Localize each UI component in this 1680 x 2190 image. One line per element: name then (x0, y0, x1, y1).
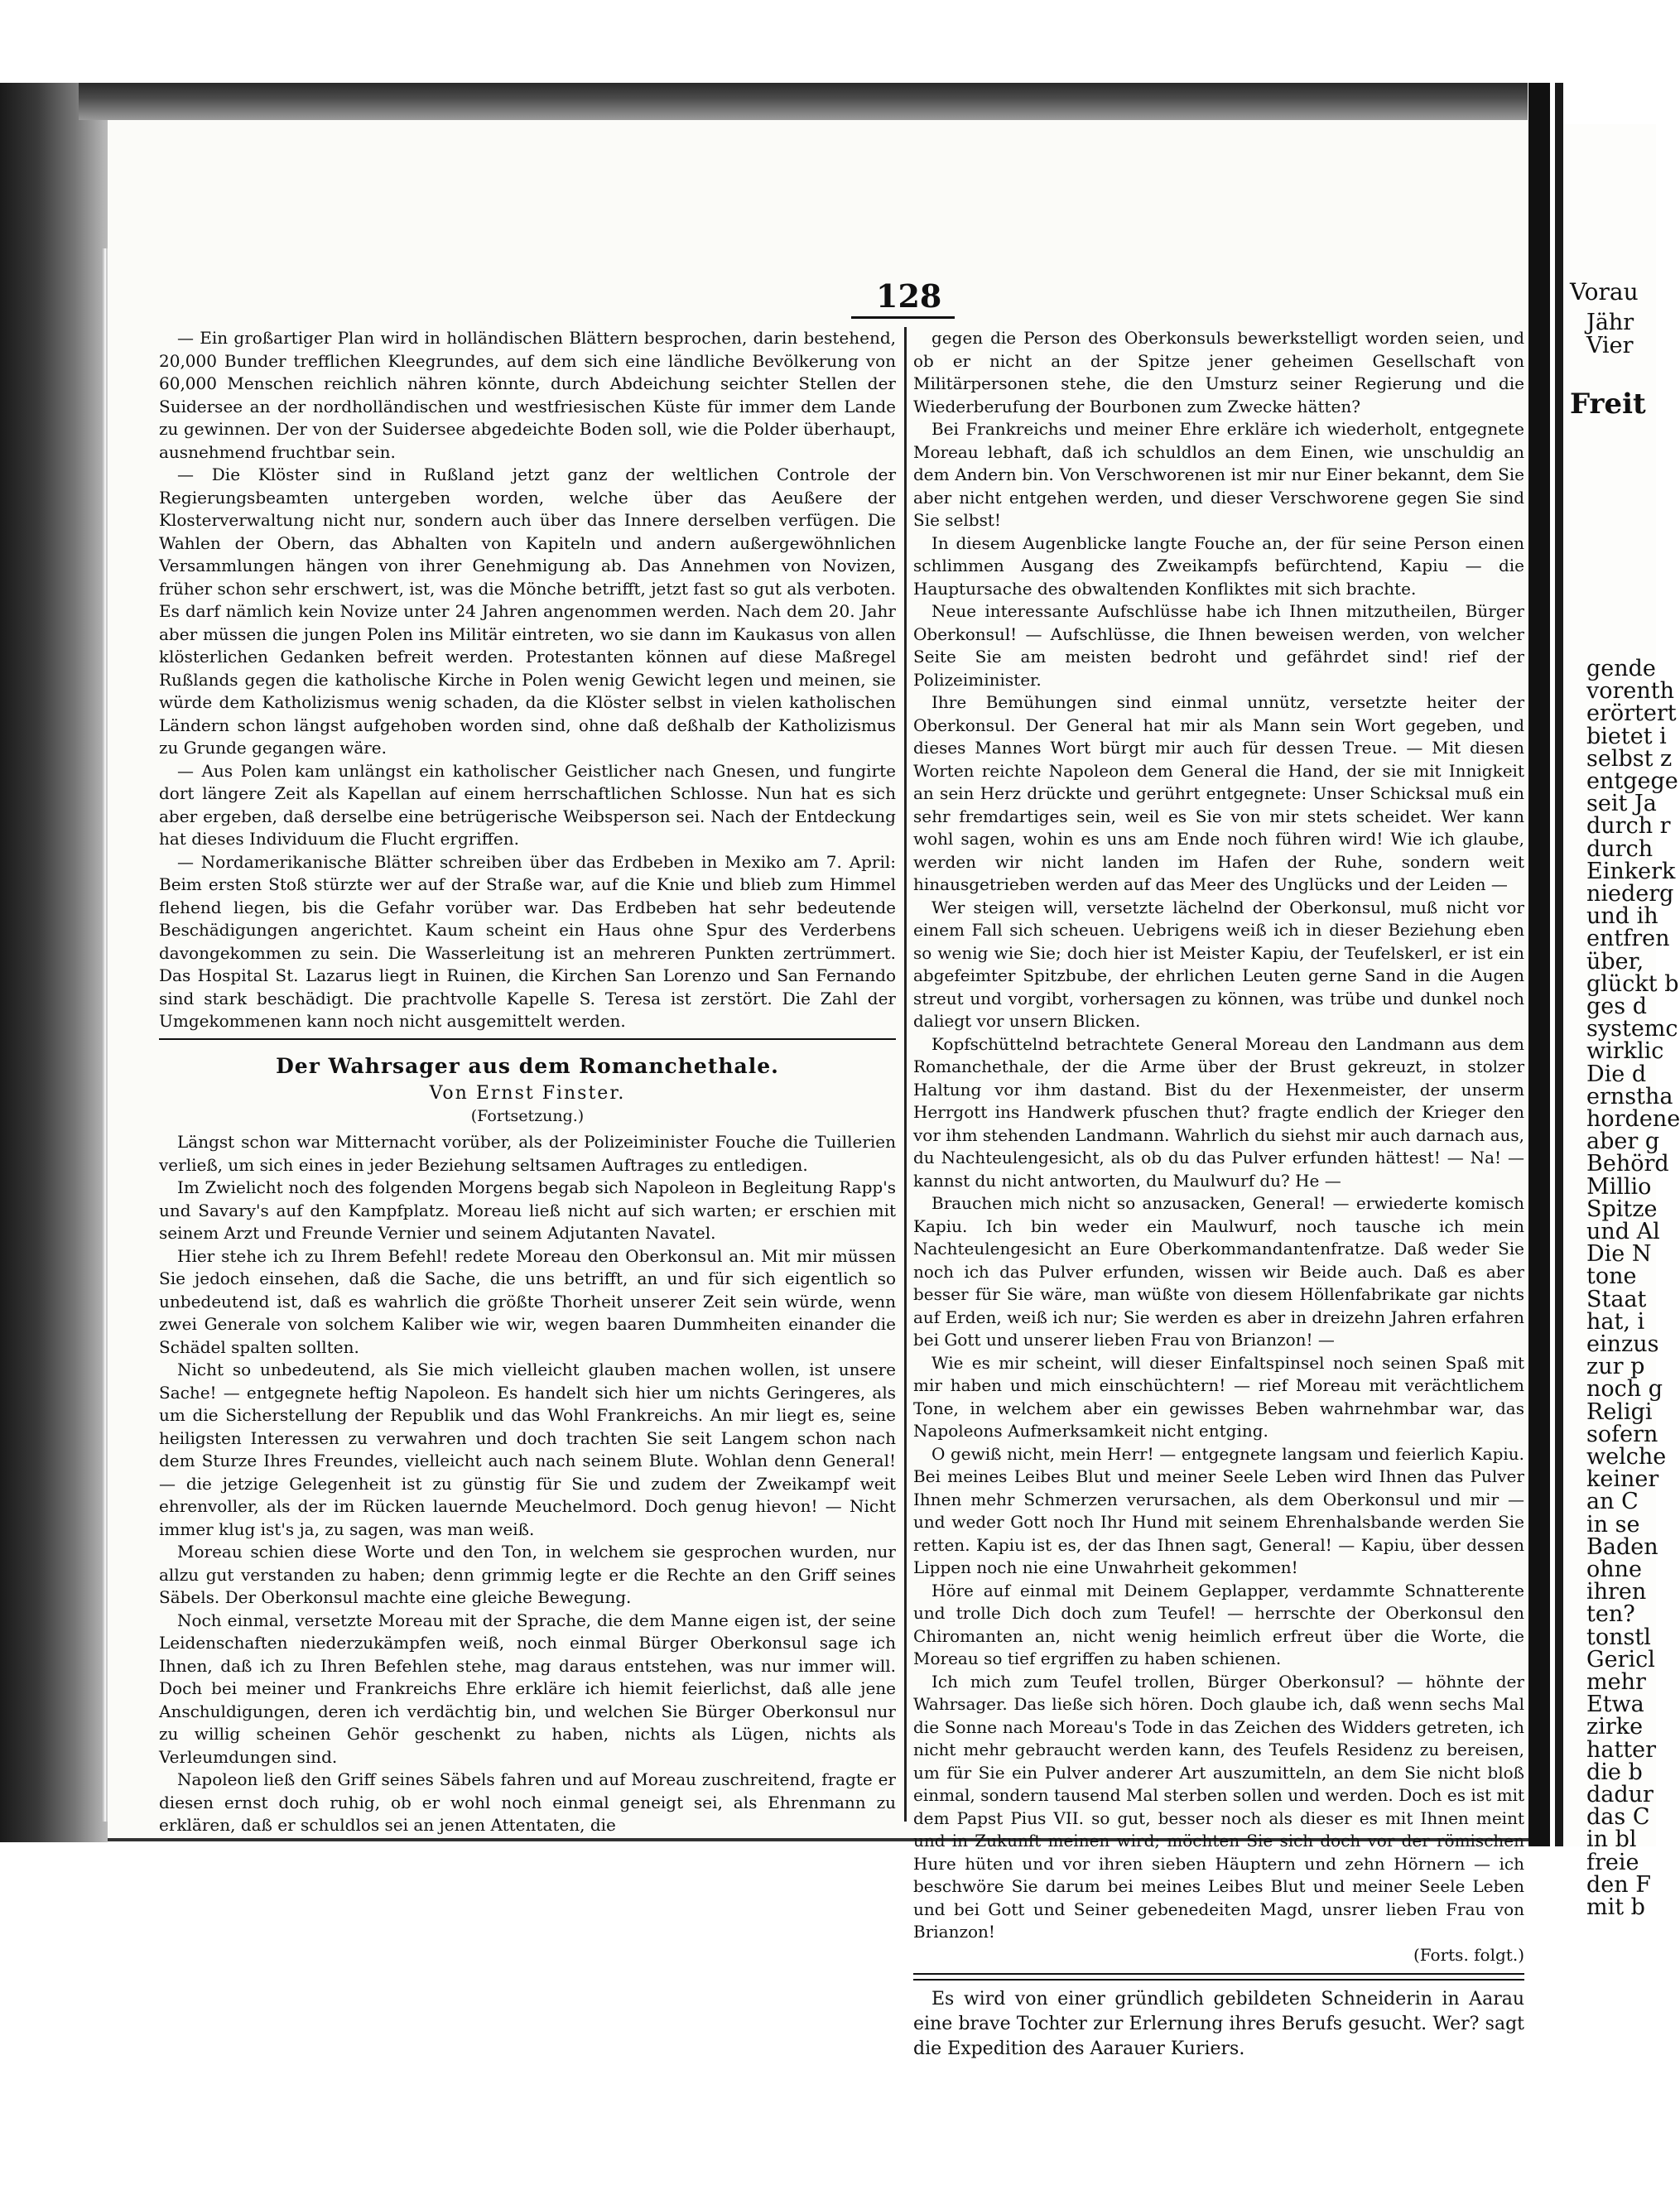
adjacent-page-line: entfren (1586, 926, 1670, 952)
column-divider (904, 327, 907, 1822)
adjacent-page-line: sofern (1586, 1421, 1658, 1447)
story-paragraph: Hier stehe ich zu Ihrem Befehl! redete Moreau den Oberkonsul an. Mit mir müssen Sie jedoch einsehen, daß die Sache, die uns betrifft, an und für sich eigentlich so unbedeutend ist, daß es wahrlich die größte Thorheit unserer Zeit sein würde, wenn zwei Generale von solchem Kaliber wie wir, wegen baaren Dummheiten einander die Schädel spalten sollten. (159, 1245, 896, 1357)
adjacent-page-line: hatter (1586, 1736, 1657, 1763)
story-paragraph: Nicht so unbedeutend, als Sie mich vielleicht glauben machen wollen, ist unsere Sache! — entgegnete heftig Napoleon. Es handelt sich hier um nichts Geringeres, als um die Sicherstellung der Republik und das Wohl Frankreichs. An mir liegt es, seine heiligsten Interessen zu verwahren und doch trachten Sie seit Langem schon nach dem Sturze Ihres Freundes, vielleicht auch nach seinem Blute. Wohlan denn General! — die jetzige Gelegenheit ist zu günstig für Sie und zudem der Zweikampf weit ehrenvoller, als der im Rücken lauernde Meuchelmord. Doch genug hievon! — Nicht immer klug ist's ja, zu sagen, was man weiß. (159, 1360, 896, 1539)
adjacent-page-line: mit b (1586, 1894, 1645, 1920)
book-spine (1528, 83, 1550, 1846)
story-paragraph: Bei Frankreichs und meiner Ehre erkläre ich wiederholt, entgegnete Moreau lebhaft, daß ich schuldlos an dem Einen, wie unschuldig an dem Andern bin. Von Verschworenen ist mir nur Einer bekannt, dem Sie aber nicht entgehen werden, und dieser Verschworene gegen Sie sind Sie selbst! (913, 419, 1524, 530)
adjacent-page-line: ohne (1586, 1557, 1643, 1582)
story-paragraph: Moreau schien diese Worte und den Ton, in welchem sie gesprochen wurden, nur allzu gut verstanden zu haben; denn grimmig legte er die Rechte an den Griff seines Säbels. Der Oberkonsul machte eine gleiche Bewegung. (159, 1542, 896, 1607)
adjacent-page-line: hat, i (1586, 1308, 1645, 1335)
adjacent-page-line: Vier (1586, 333, 1634, 359)
adjacent-page-line: tone (1586, 1263, 1637, 1290)
adjacent-page-line: Behörd (1586, 1151, 1669, 1177)
adjacent-page-line: dadur (1586, 1782, 1654, 1807)
news-item: — Nordamerikanische Blätter schreiben über das Erdbeben in Mexiko am 7. April: Beim ersten Stoß stürzte wer auf der Straße war, auf die Knie und blieb zum Himmel flehend liegen, bis die Gefahr vorüber war. Das Erdbeben hat sehr bedeutende Beschädigungen angerichtet. Kaum scheint ein Haus ohne Spur des Verderbens davongekommen zu sein. Die Wasserleitung ist an mehreren Punkten zertrümmert. Das Hospital St. Lazarus liegt in Ruinen, die Kirchen San Lorenzo und San Fernando sind stark beschädigt. Die prachtvolle Kapelle S. Teresa ist zerstört. Die Zahl der Umgekommenen kann noch nicht ausgemittelt werden. (159, 851, 896, 1031)
adjacent-page-line: Einkerk (1586, 858, 1676, 884)
adjacent-page-line: Millio (1586, 1173, 1652, 1200)
story-paragraph: Kopfschüttelnd betrachtete General Moreau den Landmann aus dem Romanchethale, der die Arme über der Brust gekreuzt, in stolzer Haltung vor ihm dastand. Bist du der Hexenmeister, der unserm Herrgott ins Handwerk pfuschen thut? fragte endlich der Krieger den vor ihm stehenden Landmann. Wahrlich du siehst mir auch darnach aus, du Nachteulengesicht, als ob du das Pulver erfunden hättest! — Na! — kannst du nicht antworten, du Maulwurf du? He — (913, 1033, 1524, 1191)
section-rule (159, 1038, 896, 1040)
right-column (913, 327, 1524, 2062)
page-number: 128 (876, 277, 942, 315)
adjacent-page-line: tonstl (1586, 1624, 1651, 1650)
adjacent-page-line: freie (1586, 1849, 1639, 1875)
story-continuation: (Fortsetzung.) (470, 1106, 585, 1125)
adjacent-page-line: welche (1586, 1444, 1667, 1470)
story-paragraph: Wie es mir scheint, will dieser Einfaltspinsel noch seinen Spaß mit mir haben und mich einschüchtern! — rief Moreau mit verächtlichem Tone, in welchem aber ein gewisses Beben wahrnehmbar war, das Napoleons Aufmerksamkeit nicht entging. (913, 1352, 1524, 1441)
adjacent-page-line: aber g (1586, 1129, 1660, 1155)
story-paragraph: Ihre Bemühungen sind einmal unnütz, versetzte heiter der Oberkonsul. Der General hat mir als Mann sein Wort gegeben, und dieses Mannes Wort bürgt mir auch für dessen Treue. — Mit diesen Worten reichte Napoleon dem General die Hand, der sie mit Innigkeit an sein Herz drückte und gerührt entgegnete: Unser Schicksal muß ein sehr fremdartiges sein, weil es Sie von mir stets scheidet. Wer kann wohl sagen, wohin es uns am Ende noch führen wird! Wie ich glaube, werden wir nicht landen im Hafen der Ruhe, sondern weit hinausgetrieben werden auf das Meer des Unglücks und der Leiden — (913, 692, 1524, 894)
adjacent-page-line: Staat (1586, 1286, 1647, 1312)
advertisement-text: Es wird von einer gründlich gebildeten Schneiderin in Aarau eine brave Tochter zur Erlernung ihres Berufs gesucht. Wer? sagt die Expedition des Aarauer Kuriers. (913, 1989, 1524, 2059)
adjacent-page-line: und ih (1586, 903, 1658, 930)
adjacent-page-line: die b (1586, 1759, 1643, 1785)
adjacent-page-line: gende (1586, 656, 1656, 681)
story-paragraph: Napoleon ließ den Griff seines Säbels fahren und auf Moreau zuschreitend, fragte er diesen ernst doch ruhig, ob er wohl noch einmal geneigt sei, als Ehrenmann zu erklären, daß er schuldlos sei an jenen Attentaten, die (159, 1769, 896, 1835)
adjacent-page-line: seit Ja (1586, 791, 1657, 817)
story-author: Von Ernst Finster. (429, 1083, 626, 1104)
adjacent-page-line: noch g (1586, 1376, 1663, 1403)
story-paragraph: gegen die Person des Oberkonsuls bewerkstelligt worden seien, und ob er nicht an der Spitze jener geheimen Gesellschaft von Militärpersonen stehe, die den Umsturz seiner Regierung und die Wiederberufung der Bourbonen zum Zwecke hätten? (913, 328, 1524, 416)
adjacent-page-line: erörtert (1586, 700, 1677, 727)
story-paragraph: Wer steigen will, versetzte lächelnd der Oberkonsul, muß nicht vor einem Fall sich scheuen. Uebrigens weiß ich in dieser Beziehung eben so wenig wie Sie; doch hier ist Meister Kapiu, der Teufelskerl, er ist ein abgefeimter Spitzbube, der ehrlichen Leuten gerne Sand in die Augen streut und vorgibt, vorhersagen zu können, was trübe und dunkel noch daliegt vor unsern Blicken. (913, 897, 1524, 1031)
adjacent-page-line: systemc (1586, 1016, 1678, 1042)
adjacent-page-line: hordene (1586, 1106, 1680, 1132)
story-paragraph: Höre auf einmal mit Deinem Geplapper, verdammte Schnatterente und trolle Dich doch zum Teufel! — herrschte der Oberkonsul den Chiromanten an, nicht wenig heimlich erfreut über die Worte, die Moreau so tief ergriffen zu haben schienen. (913, 1580, 1524, 1668)
story-paragraph: Noch einmal, versetzte Moreau mit der Sprache, die dem Manne eigen ist, der seine Leidenschaften niederzukämpfen weiß, noch einmal Bürger Oberkonsul sage ich Ihnen, daß ich zu Ihren Befehlen stehe, mag daraus entstehen, was nur immer will. Doch bei meiner und Frankreichs Ehre erkläre ich hiemit feierlichst, daß alle jene Anschuldigungen, deren ich verdächtig bin, und welchen Sie Bürger Oberkonsul nur zu willig scheinen Gehör geschenkt zu haben, nichts als Lügen, nichts als Verleumdungen sind. (159, 1610, 896, 1767)
adjacent-page-line: mehr (1586, 1669, 1646, 1695)
adjacent-page-line: selbst z (1586, 745, 1673, 772)
story-paragraph: O gewiß nicht, mein Herr! — entgegnete langsam und feierlich Kapiu. Bei meines Leibes Blut und meiner Seele Leben wird Ihnen das Pulver Ihnen mehr Schmerzen verursachen, als dem Oberkonsul und mir — und weder Gott noch Ihr Hund mit seinem Ehrenhalsbande werden Sie retten. Kapiu ist es, der das Ihnen sagt, General! — Kapiu, über dessen Lippen noch nie eine Unwahrheit gekommen! (913, 1443, 1524, 1577)
advertisement (913, 1987, 1524, 2062)
adjacent-page-line: einzus (1586, 1331, 1659, 1357)
news-item: — Ein großartiger Plan wird in holländischen Blättern besprochen, darin bestehend, 20,000 Bunder trefflichen Kleegrundes, auf dem sich eine ländliche Bevölkerung von 60,000 Menschen reichlich nähren könnte, durch Abdeichung seichter Stellen der Suidersee an der nordholländischen und westfriesischen Küste für immer dem Lande zu gewinnen. Der von der Suidersee abgedeichte Boden soll, wie die Polder überhaupt, ausnehmend fruchtbar sein. (159, 328, 896, 462)
news-item: — Aus Polen kam unlängst ein katholischer Geistlicher nach Gnesen, und fungirte dort längere Zeit als Kapellan auf einem herrschaftlichen Schlosse. Nun hat es sich aber ergeben, daß derselbe eine betrügerische Weibsperson sei. Nach der Entdeckung hat dieses Individuum die Flucht ergriffen. (159, 760, 896, 849)
adjacent-page-line: zirke (1586, 1714, 1644, 1740)
adjacent-page-line: Baden (1586, 1533, 1658, 1560)
adjacent-page-line: und Al (1586, 1219, 1660, 1244)
adjacent-page-line: zur p (1586, 1354, 1645, 1380)
adjacent-page-line: den F (1586, 1871, 1651, 1898)
adjacent-page-line: keiner (1586, 1466, 1659, 1493)
adjacent-page-line: Die N (1586, 1241, 1652, 1268)
adjacent-page-line: Vorau (1570, 278, 1639, 306)
adjacent-page-line: Die d (1586, 1061, 1647, 1087)
adjacent-page-line: ernstha (1586, 1083, 1673, 1109)
story-title: Der Wahrsager aus dem Romanchethale. (276, 1053, 779, 1078)
adjacent-page-line: Religi (1586, 1398, 1653, 1425)
adjacent-page-line: Etwa (1586, 1692, 1644, 1718)
story-paragraph: Brauchen mich nicht so anzusacken, General! — erwiederte komisch Kapiu. Ich bin weder ein Maulwurf, noch tausche ich mein Nachteulengesicht an Eure Oberkommandantenfratze. Daß weder Sie noch ich das Pulver erfunden, wissen wir Beide auch. Daß es aber besser für Sie wäre, man wüßte von diesem Höllenfabrikate gar nichts auf Erden, weiß ich nur; Sie werden es aber in dreizehn Jahren erfahren bei Gott und unserer lieben Frau von Brianzon! — (913, 1193, 1524, 1350)
adjacent-page-line: niederg (1586, 881, 1674, 907)
scan-shadow-left (0, 83, 108, 1842)
adjacent-page-line: ges d (1586, 994, 1647, 1019)
adjacent-page-line: ihren (1586, 1579, 1647, 1605)
adjacent-page-line: Jähr (1586, 310, 1634, 335)
news-item: — Die Klöster sind in Rußland jetzt ganz der weltlichen Controle der Regierungsbeamten untergeben worden, welche über das Aeußere der Klosterverwaltung nicht nur, sondern auch über das Innere derselben verfügen. Die Wahlen der Obern, das Abhalten von Kapiteln und andern außergewöhnlichen Versammlungen hängen von ihrer Genehmigung ab. Das Annehmen von Novizen, früher schon sehr erschwert, ist, was die Mönche betrifft, jetzt fast so gut als verboten. Es darf nämlich kein Novize unter 24 Jahren angenommen werden. Nach dem 20. Jahr aber müssen die jungen Polen ins Militär eintreten, wo sie dann im Kaukasus von allen klösterlichen Gedanken befreit werden. Protestanten können auf diese Maßregel Rußlands gegen die katholische Kirche in Polen wenig Gewicht legen und meinen, sie würde dem Katholizismus wenig schaden, da die Klöster selbst in vielen katholischen Ländern schon längst aufgehoben worden sind, ohne daß deßhalb der Katholizismus zu Grunde gegangen wäre. (159, 464, 896, 758)
scan-shadow-top (79, 83, 1528, 120)
adjacent-page-line: Freit (1570, 387, 1646, 421)
book-spine-edge (1555, 83, 1563, 1846)
adjacent-page-line: bietet i (1586, 723, 1667, 749)
adjacent-page-line: vorenth (1586, 678, 1675, 705)
adjacent-page-line: wirklic (1586, 1038, 1664, 1065)
adjacent-page-fragment (1563, 124, 1680, 1920)
continuation-note: (Forts. folgt.) (1413, 1944, 1524, 1965)
advertisement-rule (913, 1973, 1524, 1981)
adjacent-page-line: das C (1586, 1804, 1650, 1831)
adjacent-page-line: durch (1586, 835, 1654, 862)
adjacent-page-line: ten? (1586, 1601, 1635, 1628)
adjacent-page-line: über, (1586, 948, 1644, 975)
adjacent-page-line: durch r (1586, 813, 1671, 840)
story-paragraph: Neue interessante Aufschlüsse habe ich Ihnen mitzutheilen, Bürger Oberkonsul! — Aufschlüsse, die Ihnen beweisen werden, von welcher Seite Sie am meisten bedroht und gefährdet sind! rief der Polizeiminister. (913, 601, 1524, 690)
page-number-rule (851, 316, 955, 319)
story-paragraph: Längst schon war Mitternacht vorüber, als der Polizeiminister Fouche die Tuillerien verließ, um sich eines in jeder Beziehung seltsamen Auftrages zu entledigen. (159, 1132, 896, 1175)
adjacent-page-line: Gericl (1586, 1646, 1655, 1673)
adjacent-page-line: an C (1586, 1489, 1639, 1515)
adjacent-page-line: Spitze (1586, 1196, 1658, 1222)
story-paragraph: In diesem Augenblicke langte Fouche an, der für seine Person einen schlimmen Ausgang des Zweikampfs befürchtend, Kapiu — die Hauptursache des obwaltenden Konfliktes mit sich brachte. (913, 532, 1524, 599)
adjacent-page-line: entgege (1586, 768, 1678, 794)
story-paragraph: Im Zwielicht noch des folgenden Morgens begab sich Napoleon in Begleitung Rapp's und Savary's auf den Kampfplatz. Moreau ließ nicht auf sich warten; er erschien mit seinem Arzt und Freunde Vernier und seinem Adjutanten Navatel. (159, 1177, 896, 1243)
adjacent-page-line: in se (1586, 1511, 1640, 1538)
left-column (159, 327, 896, 1837)
story-paragraph: Ich mich zum Teufel trollen, Bürger Oberkonsul? — höhnte der Wahrsager. Das ließe sich hören. Doch glaube ich, daß wenn sechs Mal die Sonne nach Moreau's Tode in das Zeichen des Widders getreten, ich nicht mehr gebraucht werden kann, des Teufels Residenz zu bereisen, um für Sie ein Pulver anderer Art auszumitteln, an dem Sie nicht bloß einmal, sondern tausend Mal sterben sollen und werden. Doch es ist mit dem Papst Pius VII. so gut, besser noch als dieser es mit Ihnen meint und in Zukunft meinen wird; möchten Sie sich doch vor der römischen Hure hüten und vor ihren sieben Häuptern und zehn Hörnern — ich beschwöre Sie darum bei meines Leibes Blut und meiner Seele Leben und bei Gott und Seiner gebenedeiten Magd, unsrer lieben Frau von Brianzon! (913, 1671, 1524, 1942)
adjacent-page-line: glückt b (1586, 970, 1679, 997)
adjacent-page-line: in bl (1586, 1827, 1637, 1853)
